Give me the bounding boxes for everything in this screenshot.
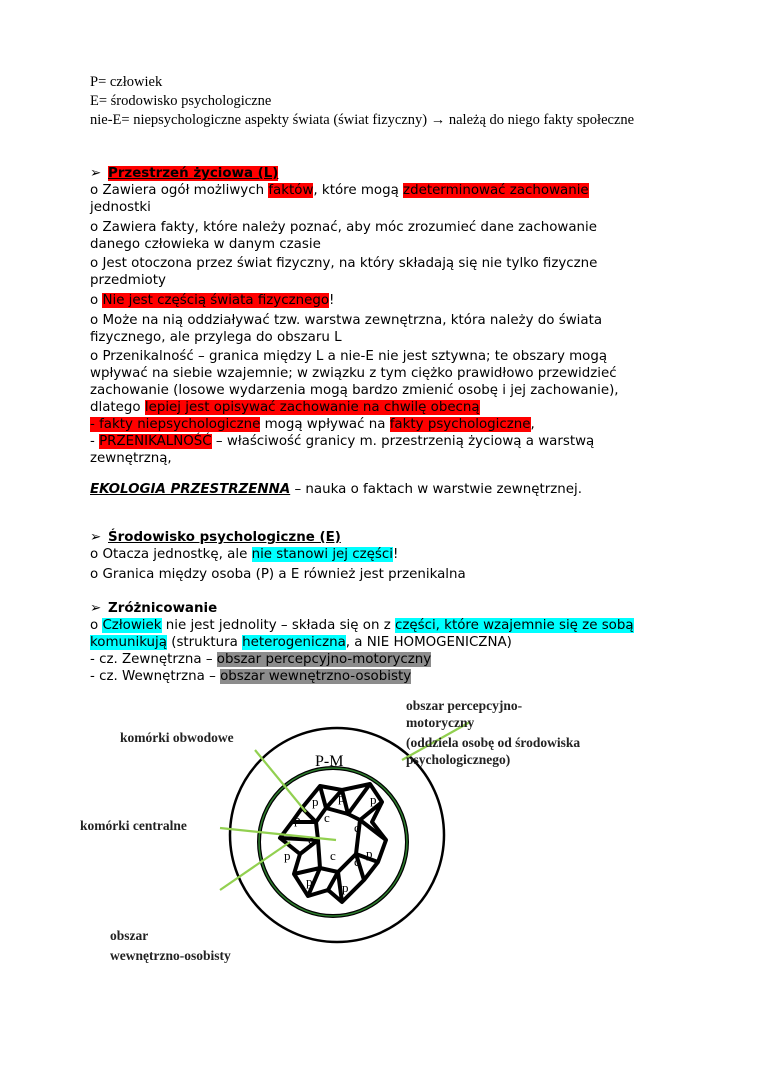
pm-label: P-M — [315, 753, 344, 770]
arrow-right-icon: → — [430, 112, 446, 128]
label-obszar-line2: wewnętrzno-osobisty — [110, 948, 231, 963]
cell-label-c: c — [324, 810, 330, 825]
section-heading-zroznicowanie — [90, 600, 217, 618]
list-item-cont: - cz. Zewnętrzna – obszar percepcyjno-motoryczny — [90, 652, 432, 667]
list-item: o Przenikalność – granica między L a nie-E nie jest sztywna; te obszary mogą — [90, 349, 608, 364]
cell-label-p: p — [366, 846, 373, 861]
ekologia-line: EKOLOGIA PRZESTRZENNA – nauka o faktach w warstwie zewnętrznej. — [90, 482, 582, 497]
list-item-cont: zachowanie (losowe wydarzenia mogą bardzo zmienić osobę i jej zachowanie), — [90, 383, 619, 398]
label-pm-line1: obszar percepcyjno- — [406, 698, 523, 713]
label-obszar-line1: obszar — [110, 928, 149, 943]
list-item: o Otacza jednostkę, ale nie stanowi jej części! — [90, 547, 399, 562]
list-item: o Człowiek nie jest jednolity – składa się on z części, które wzajemnie się ze sobą — [90, 618, 634, 633]
cell-label-p: p — [338, 790, 345, 805]
list-item-cont: - fakty niepsychologiczne mogą wpływać na fakty psychologiczne, — [90, 417, 535, 432]
list-item: o Granica między osoba (P) a E również jest przenikalna — [90, 567, 466, 582]
legend-p: P= człowiek — [90, 74, 163, 90]
arrow-bullet-icon: ➢ — [90, 530, 102, 545]
cell-label-c: c — [354, 854, 360, 869]
list-item: o Nie jest częścią świata fizycznego! — [90, 293, 335, 308]
cell-label-p: p — [370, 792, 377, 807]
cell-label-p: p — [312, 794, 319, 809]
list-item-cont: wpływać na siebie wzajemnie; w związku z tym ciężko prawidłowo przewidzieć — [90, 366, 617, 381]
heading-text: Środowisko psychologiczne (E) — [108, 530, 341, 545]
cell-label-c: c — [308, 832, 314, 847]
cell-label-p: p — [342, 880, 349, 895]
heading-text: Zróżnicowanie — [108, 601, 218, 616]
cell-label-p: p — [306, 874, 313, 889]
legend-nie-e: nie-E= niepsychologiczne aspekty świata (świat fizyczny) → należą do niego fakty społeczne — [90, 112, 635, 128]
legend-e: E= środowisko psychologiczne — [90, 93, 272, 109]
list-item-cont: dlatego lepiej jest opisywać zachowanie na chwilę obecną — [90, 400, 480, 415]
cell-label-p: p — [294, 812, 301, 827]
label-pm-line3: (oddziela osobę od środowiska — [406, 735, 581, 750]
ekologia-term: EKOLOGIA PRZESTRZENNA — [90, 482, 291, 497]
list-item-cont: komunikują (struktura heterogeniczna, a NIE HOMOGENICZNA) — [90, 635, 512, 650]
list-item-cont: fizycznego, ale przylega do obszaru L — [90, 330, 342, 345]
person-structure-diagram — [80, 690, 640, 980]
list-item-cont: - cz. Wewnętrzna – obszar wewnętrzno-osobisty — [90, 669, 412, 684]
list-item-cont: przedmioty — [90, 273, 166, 288]
arrow-bullet-icon: ➢ — [90, 601, 102, 616]
label-komorki-obwodowe: komórki obwodowe — [120, 730, 234, 745]
heading-text: Przestrzeń życiowa (L) — [108, 166, 279, 181]
cell-label-c: c — [330, 848, 336, 863]
list-item: o Może na nią oddziaływać tzw. warstwa zewnętrzna, która należy do świata — [90, 313, 603, 328]
section-heading-przestrzen — [90, 165, 278, 183]
list-item: o Zawiera fakty, które należy poznać, aby móc zrozumieć dane zachowanie — [90, 220, 597, 235]
pointer-line-obwodowe — [255, 750, 306, 812]
label-komorki-centralne: komórki centralne — [80, 818, 187, 833]
list-item: o Jest otoczona przez świat fizyczny, na który składają się nie tylko fizyczne — [90, 256, 598, 271]
cell-label-p: p — [284, 848, 291, 863]
list-item-cont: jednostki — [90, 200, 151, 215]
label-pm-line2: motoryczny — [406, 715, 475, 730]
section-heading-srodowisko — [90, 529, 341, 547]
label-pm-line4: psychologicznego) — [406, 752, 511, 767]
list-item-cont: - PRZENIKALNOŚĆ – właściwość granicy m. przestrzenią życiową a warstwą — [90, 434, 595, 449]
list-item-cont: zewnętrzną, — [90, 451, 172, 466]
cell-label-c: c — [354, 820, 360, 835]
arrow-bullet-icon: ➢ — [90, 166, 102, 181]
list-item-cont: danego człowieka w danym czasie — [90, 237, 321, 252]
list-item: o Zawiera ogół możliwych faktów, które mogą zdeterminować zachowanie — [90, 183, 589, 198]
